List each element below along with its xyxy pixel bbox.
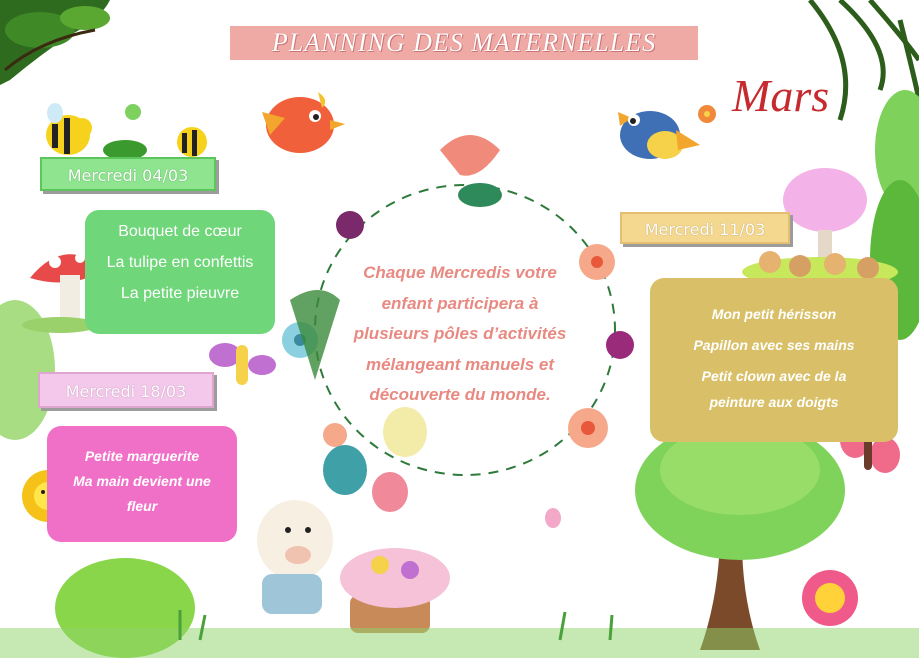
session-activities-1 (85, 210, 275, 334)
blue-bird-icon (618, 111, 700, 159)
red-bird-icon (262, 92, 345, 153)
center-description: Chaque Mercredis votre enfant participera à plusieurs pôles d’activités mélangeant manuels et découverte du monde. (353, 263, 567, 404)
page-title: PLANNING DES MATERNELLES (230, 26, 698, 60)
butterfly-icon (209, 343, 276, 385)
activity-item: Bouquet de cœur (118, 223, 242, 240)
session-activities-3 (47, 426, 237, 542)
activity-item: Ma main devient une fleur (73, 473, 211, 514)
bee-icon (177, 127, 207, 157)
session-label-2: Mercredi 11/03 (620, 212, 790, 244)
smiling-flower-icon (802, 570, 858, 626)
activity-item: Mon petit hérisson (711, 306, 837, 322)
activity-item: La tulipe en confettis (106, 254, 254, 271)
activity-item: Petit clown avec de la peinture aux doigts (701, 368, 847, 410)
session-activities-2 (650, 278, 898, 442)
activity-item: Petite marguerite (84, 448, 200, 464)
month-title: Mars (732, 70, 830, 121)
activity-item: La petite pieuvre (120, 285, 240, 302)
activity-item: Papillon avec ses mains (693, 337, 855, 353)
pig-with-flower-cart-icon (257, 500, 450, 633)
session-label-1: Mercredi 04/03 (40, 157, 216, 191)
top-left-foliage-icon (0, 0, 110, 85)
session-label-3: Mercredi 18/03 (38, 372, 214, 408)
bee-icon (46, 103, 92, 155)
